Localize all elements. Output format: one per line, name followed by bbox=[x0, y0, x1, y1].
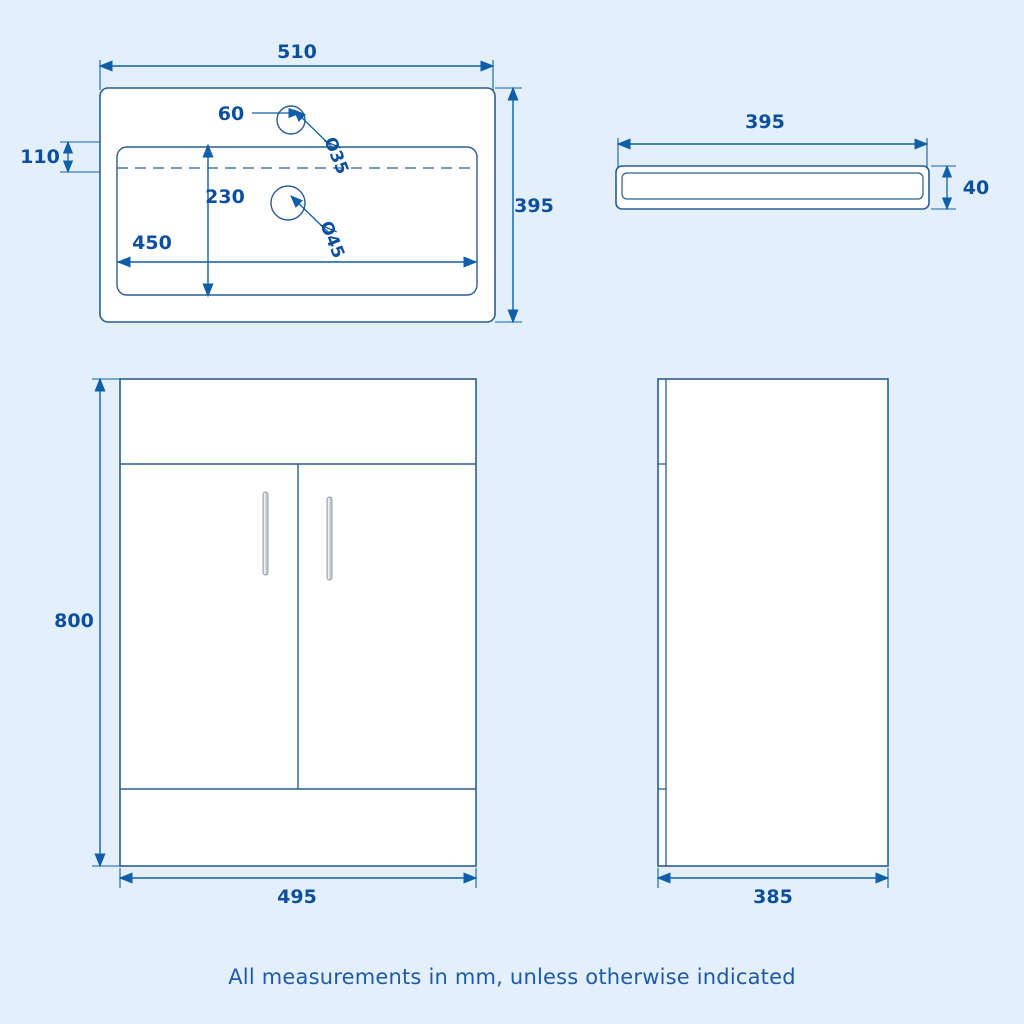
basin-bowl-outline bbox=[117, 147, 477, 295]
cabinet-side-view bbox=[658, 379, 888, 908]
dim-basin-rim-110 bbox=[20, 142, 100, 172]
measurement-note: All measurements in mm, unless otherwise indicated bbox=[228, 965, 796, 989]
dim-label-800: 800 bbox=[54, 610, 94, 632]
left-door-handle bbox=[263, 492, 268, 575]
dim-label-230: 230 bbox=[205, 186, 245, 208]
basin-top-view bbox=[20, 41, 554, 322]
dim-label-40: 40 bbox=[962, 177, 990, 199]
dim-label-d45: Ø45 bbox=[315, 218, 349, 262]
dim-label-385: 385 bbox=[753, 886, 793, 908]
basin-side-inner-line bbox=[622, 173, 923, 199]
dim-cabinet-width-495 bbox=[120, 868, 476, 908]
dim-label-60: 60 bbox=[217, 103, 245, 125]
cabinet-front-view bbox=[54, 379, 476, 908]
dim-cabinet-depth-385 bbox=[658, 868, 888, 908]
tap-hole bbox=[277, 106, 305, 134]
dim-label-510: 510 bbox=[277, 41, 317, 63]
dim-label-450: 450 bbox=[132, 232, 172, 254]
dim-label-110: 110 bbox=[20, 146, 60, 168]
dim-basin-depth-395 bbox=[495, 88, 554, 322]
cabinet-side-outline bbox=[658, 379, 888, 866]
dim-label-495: 495 bbox=[277, 886, 317, 908]
dim-label-395-top: 395 bbox=[514, 195, 554, 217]
basin-side-view bbox=[616, 111, 989, 209]
dim-basin-thickness-40 bbox=[931, 166, 989, 209]
right-door-handle bbox=[327, 497, 332, 580]
dim-label-d35: Ø35 bbox=[319, 134, 353, 178]
dim-basin-side-width-395 bbox=[618, 111, 927, 168]
dim-label-395-side: 395 bbox=[745, 111, 785, 133]
dim-cabinet-height-800 bbox=[54, 379, 122, 866]
dim-basin-width-510 bbox=[100, 41, 493, 90]
waste-hole bbox=[271, 186, 305, 220]
